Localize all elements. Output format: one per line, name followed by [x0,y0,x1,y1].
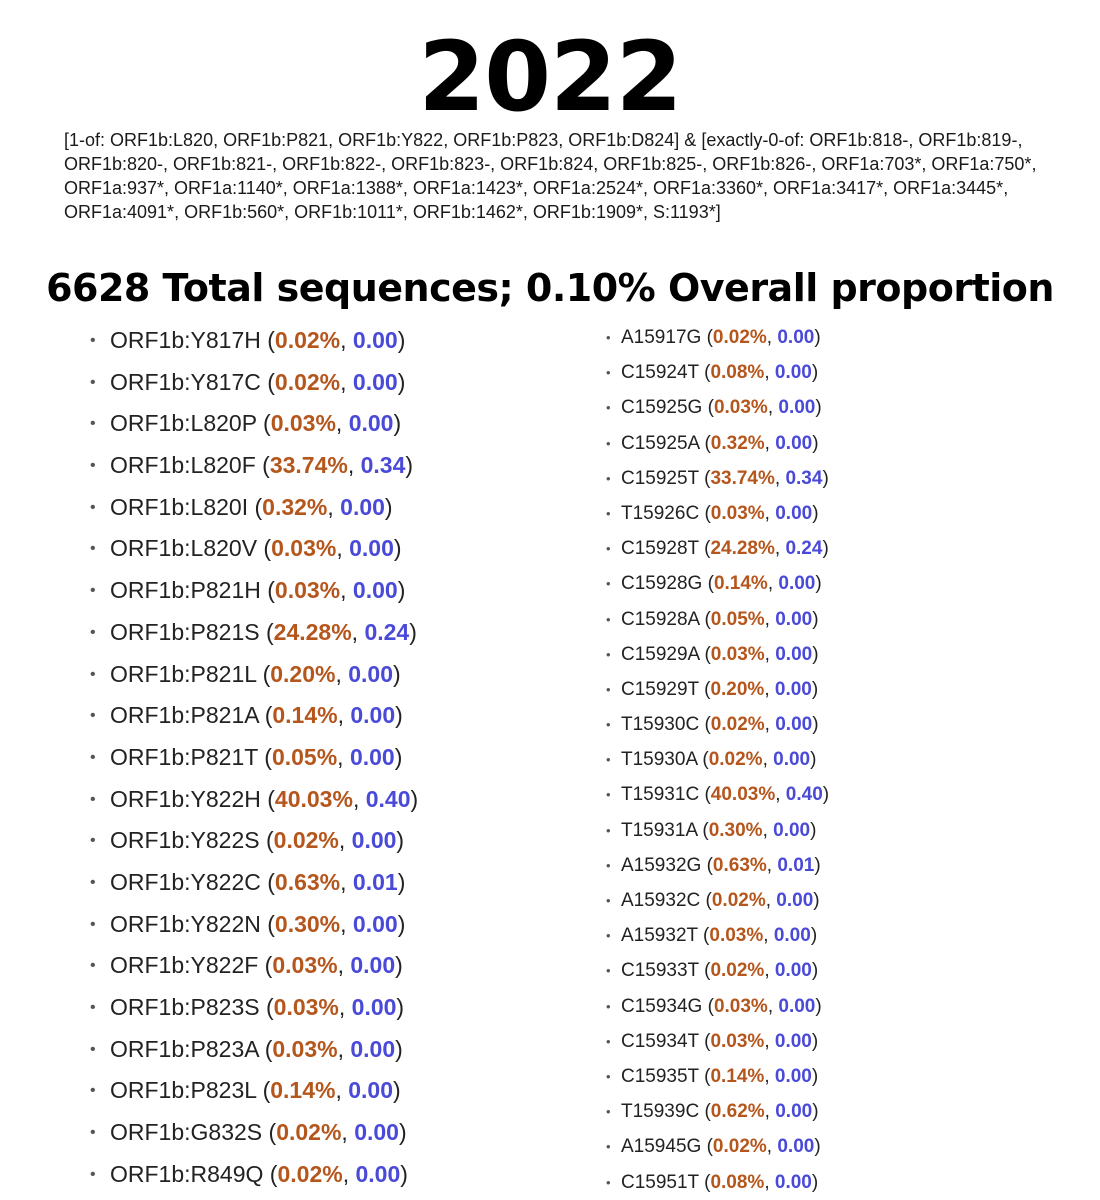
mutation-item: • C15929T (0.20%, 0.00) [621,672,829,707]
mutation-item: • C15951T (0.08%, 0.00) [621,1165,829,1200]
mutation-value: 0.00 [777,327,815,348]
mutation-percent: 0.02% [710,960,765,982]
mutation-percent: 0.32% [710,432,765,454]
mutation-name: ORF1b:G832S [110,1119,263,1146]
mutation-name: C15928G [621,573,703,595]
mutation-item: • ORF1b:G832S (0.02%, 0.00) [110,1112,418,1154]
mutation-name: C15925T [621,467,699,489]
mutation-value: 0.01 [777,854,815,876]
mutation-name: ORF1b:P823A [110,1035,259,1062]
mutation-percent: 33.74% [269,452,348,479]
mutation-value: 0.00 [348,660,394,687]
mutation-item: • ORF1b:Y822N (0.30%, 0.00) [110,904,418,946]
mutation-item: • ORF1b:Y817C (0.02%, 0.00) [110,362,418,404]
mutation-percent: 0.03% [272,1035,338,1062]
mutation-value: 0.00 [773,819,811,841]
mutation-value: 0.00 [348,1077,394,1104]
mutation-item: • ORF1b:L820V (0.03%, 0.00) [110,528,418,570]
mutation-name: C15935T [621,1065,699,1087]
mutation-item: • A15932C (0.02%, 0.00) [621,883,829,918]
mutation-percent: 0.03% [274,577,341,604]
mutation-item: • C15925G (0.03%, 0.00) [621,390,829,425]
mutation-value: 0.24 [785,538,823,560]
mutation-item: • C15933T (0.02%, 0.00) [621,953,829,988]
mutation-value: 0.00 [774,362,812,384]
mutation-item: • ORF1b:Y817H (0.02%, 0.00) [110,320,418,362]
mutation-name: A15945G [621,1136,702,1158]
mutation-percent: 0.30% [708,819,763,841]
mutation-percent: 0.02% [710,714,765,736]
mutation-name: ORF1b:L820F [110,452,256,479]
mutation-percent: 0.03% [709,925,764,947]
mutation-percent: 0.20% [270,660,336,687]
mutation-value: 0.00 [774,960,812,982]
mutation-percent: 0.32% [262,493,328,520]
mutation-value: 0.34 [785,467,823,489]
mutation-value: 0.00 [776,890,814,911]
mutation-value: 0.00 [774,1171,812,1193]
mutation-percent: 0.14% [272,702,338,729]
mutation-item: • A15932G (0.63%, 0.01) [621,848,829,883]
mutation-name: ORF1b:P821L [110,660,257,687]
year-title: 2022 [418,21,682,133]
mutation-value: 0.00 [774,678,812,700]
mutation-percent: 0.62% [710,1101,765,1123]
mutation-name: C15929T [621,678,699,700]
mutation-item: • C15928G (0.14%, 0.00) [621,566,829,601]
mutation-value: 0.00 [775,432,813,454]
mutation-value: 0.00 [352,577,398,604]
mutation-percent: 0.02% [274,368,341,395]
mutation-name: C15934T [621,1030,699,1052]
query-expression: [1-of: ORF1b:L820, ORF1b:P821, ORF1b:Y822, ORF1b:P823, ORF1b:D824] & [exactly-0-of: ORF1b:818-, ORF1b:819-, ORF1b:820-, ORF1b:821-, ORF1b:822-, ORF1b:823-, ORF1b:824, ORF1b:825-, ORF1b:826-, ORF1a:703*, ORF1a:750*, ORF1a:937*, ORF1a:1140*, ORF1a:1388*, ORF1a:1423*, ORF1a:2524*, ORF1a:3360*, ORF1a:3417*, ORF1a:3445*, ORF1a:4091*, ORF1b:560*, ORF1b:1011*, ORF1b:1462*, ORF1b:1909*, S:1193*] [64,130,1037,222]
summary-line: 6628 Total sequences; 0.10% Overall proportion [46,266,1054,310]
mutation-percent: 0.03% [710,502,765,524]
mutation-item: • ORF1b:L820P (0.03%, 0.00) [110,403,418,445]
mutation-percent: 0.02% [711,890,766,911]
mutation-percent: 40.03% [274,785,353,812]
mutation-value: 0.00 [775,714,813,736]
mutation-value: 0.00 [778,397,816,419]
mutation-percent: 0.30% [274,910,341,937]
mutation-name: ORF1b:Y822C [110,868,261,895]
mutation-item: • T15926C (0.03%, 0.00) [621,496,829,531]
mutation-name: T15930A [621,749,698,771]
mutation-item: • ORF1b:L820F (33.74%, 0.34) [110,445,418,487]
mutation-item: • ORF1b:P821S (24.28%, 0.24) [110,612,418,654]
mutation-value: 0.24 [364,618,410,645]
mutation-value: 0.00 [350,702,396,729]
mutation-value: 0.00 [354,1119,399,1146]
mutation-item: • ORF1b:P821A (0.14%, 0.00) [110,695,418,737]
mutation-percent: 0.05% [271,743,338,770]
mutation-value: 0.40 [365,785,411,812]
mutation-percent: 0.03% [271,535,337,562]
mutation-value: 0.00 [349,743,395,770]
mutation-value: 0.40 [785,784,823,806]
mutation-percent: 0.02% [273,827,339,854]
mutation-name: C15928A [621,608,700,630]
mutation-name: ORF1b:L820V [110,535,258,562]
mutation-name: T15926C [621,502,700,524]
mutation-value: 0.00 [774,1065,812,1087]
mutation-value: 0.00 [350,952,396,979]
mutation-value: 0.00 [352,368,398,395]
mutation-item: • T15930C (0.02%, 0.00) [621,707,829,742]
mutation-value: 0.00 [348,410,394,437]
mutation-percent: 0.08% [710,1171,765,1193]
mutation-percent: 0.03% [713,995,768,1017]
mutation-name: A15932C [621,890,701,911]
amino-acid-mutation-list [110,320,418,1195]
mutation-percent: 0.02% [277,1160,343,1187]
mutation-item: • ORF1b:Y822H (40.03%, 0.40) [110,779,418,821]
mutation-value: 0.00 [777,1136,815,1158]
mutation-percent: 0.63% [712,854,767,876]
mutation-percent: 0.03% [273,994,339,1020]
mutation-percent: 0.03% [710,1030,765,1052]
mutation-item: • ORF1b:P821H (0.03%, 0.00) [110,570,418,612]
mutation-item: • C15934G (0.03%, 0.00) [621,989,829,1024]
mutation-percent: 0.05% [710,608,765,630]
mutation-item: • ORF1b:Y822S (0.02%, 0.00) [110,820,418,862]
mutation-item: • A15945G (0.02%, 0.00) [621,1129,829,1164]
mutation-item: • ORF1b:R849Q (0.02%, 0.00) [110,1154,418,1196]
mutation-item: • T15930A (0.02%, 0.00) [621,742,829,777]
mutation-name: C15933T [621,960,699,982]
mutation-item: • T15931A (0.30%, 0.00) [621,813,829,848]
mutation-value: 0.00 [352,910,398,937]
mutation-name: C15929A [621,643,700,665]
mutation-percent: 0.14% [713,573,768,595]
mutation-item: • C15929A (0.03%, 0.00) [621,637,829,672]
mutation-percent: 0.63% [274,868,341,895]
mutation-percent: 0.02% [708,749,763,771]
mutation-percent: 0.14% [270,1077,336,1104]
mutation-value: 0.00 [774,1030,812,1052]
mutation-item: • ORF1b:P821L (0.20%, 0.00) [110,654,418,696]
mutation-percent: 0.20% [710,678,765,700]
mutation-percent: 40.03% [710,784,776,806]
mutation-name: ORF1b:R849Q [110,1160,264,1187]
mutation-item: • C15934T (0.03%, 0.00) [621,1024,829,1059]
mutation-value: 0.00 [778,995,816,1017]
mutation-value: 0.00 [352,327,398,353]
mutation-item: • C15925T (33.74%, 0.34) [621,461,829,496]
mutation-item: • C15928A (0.05%, 0.00) [621,602,829,637]
mutation-name: ORF1b:P821T [110,743,258,770]
nucleotide-mutation-list [621,320,829,1200]
mutation-value: 0.00 [775,502,813,524]
mutation-value: 0.00 [775,608,813,630]
mutation-percent: 33.74% [710,467,775,489]
mutation-percent: 0.02% [274,327,341,353]
mutation-item: • ORF1b:P823L (0.14%, 0.00) [110,1070,418,1112]
mutation-percent: 0.14% [710,1065,765,1087]
mutation-name: ORF1b:L820P [110,410,257,437]
mutation-value: 0.00 [351,827,397,854]
mutation-percent: 0.03% [710,643,765,665]
mutation-value: 0.01 [352,868,398,895]
mutation-value: 0.00 [350,1035,396,1062]
mutation-value: 0.00 [351,994,397,1020]
mutation-name: ORF1b:P821H [110,577,261,604]
mutation-value: 0.34 [360,452,406,479]
mutation-name: C15925G [621,397,703,419]
mutation-value: 0.00 [773,925,811,947]
mutation-name: C15951T [621,1171,699,1193]
mutation-name: ORF1b:Y822H [110,785,261,812]
mutation-item: • C15935T (0.14%, 0.00) [621,1059,829,1094]
mutation-name: C15934G [621,995,703,1017]
mutation-name: ORF1b:Y822S [110,827,260,854]
mutation-item: • A15917G (0.02%, 0.00) [621,320,829,355]
mutation-item: • ORF1b:Y822C (0.63%, 0.01) [110,862,418,904]
mutation-name: ORF1b:P821A [110,702,259,729]
mutation-percent: 24.28% [710,538,775,560]
mutation-name: A15932G [621,854,702,876]
mutation-name: T15931C [621,784,700,806]
mutation-percent: 0.02% [276,1119,342,1146]
mutation-item: • C15924T (0.08%, 0.00) [621,355,829,390]
mutation-name: A15917G [621,327,702,348]
mutation-value: 0.00 [349,535,394,562]
mutation-name: C15928T [621,538,699,560]
mutation-name: ORF1b:Y822N [110,910,261,937]
mutation-name: T15931A [621,819,698,841]
mutation-item: • ORF1b:P823S (0.03%, 0.00) [110,987,418,1029]
mutation-item: • ORF1b:L820I (0.32%, 0.00) [110,487,418,529]
mutation-name: ORF1b:Y817C [110,368,261,395]
mutation-percent: 0.08% [710,362,765,384]
mutation-item: • ORF1b:P821T (0.05%, 0.00) [110,737,418,779]
mutation-percent: 0.03% [270,410,336,437]
mutation-name: ORF1b:P823L [110,1077,257,1104]
mutation-item: • C15928T (24.28%, 0.24) [621,531,829,566]
mutation-name: C15925A [621,432,700,454]
mutation-value: 0.00 [775,643,813,665]
mutation-value: 0.00 [355,1160,401,1187]
mutation-item: • ORF1b:P823A (0.03%, 0.00) [110,1029,418,1071]
mutation-item: • T15931C (40.03%, 0.40) [621,777,829,812]
mutation-item: • A15932T (0.03%, 0.00) [621,918,829,953]
mutation-percent: 0.03% [713,397,768,419]
mutation-percent: 0.03% [272,952,338,979]
mutation-item: • ORF1b:Y822F (0.03%, 0.00) [110,945,418,987]
mutation-value: 0.00 [775,1101,813,1123]
mutation-name: ORF1b:Y817H [110,327,261,353]
mutation-value: 0.00 [773,749,811,771]
mutation-value: 0.00 [340,493,385,520]
mutation-name: ORF1b:P823S [110,994,260,1020]
mutation-percent: 0.02% [712,327,767,348]
mutation-percent: 0.02% [712,1136,767,1158]
mutation-item: • T15939C (0.62%, 0.00) [621,1094,829,1129]
mutation-name: C15924T [621,362,699,384]
mutation-name: ORF1b:L820I [110,493,249,520]
mutation-name: T15939C [621,1101,700,1123]
mutation-percent: 24.28% [273,618,352,645]
mutation-name: A15932T [621,925,698,947]
mutation-name: ORF1b:P821S [110,618,260,645]
mutation-name: T15930C [621,714,700,736]
mutation-name: ORF1b:Y822F [110,952,259,979]
mutation-item: • C15925A (0.32%, 0.00) [621,426,829,461]
mutation-value: 0.00 [778,573,816,595]
